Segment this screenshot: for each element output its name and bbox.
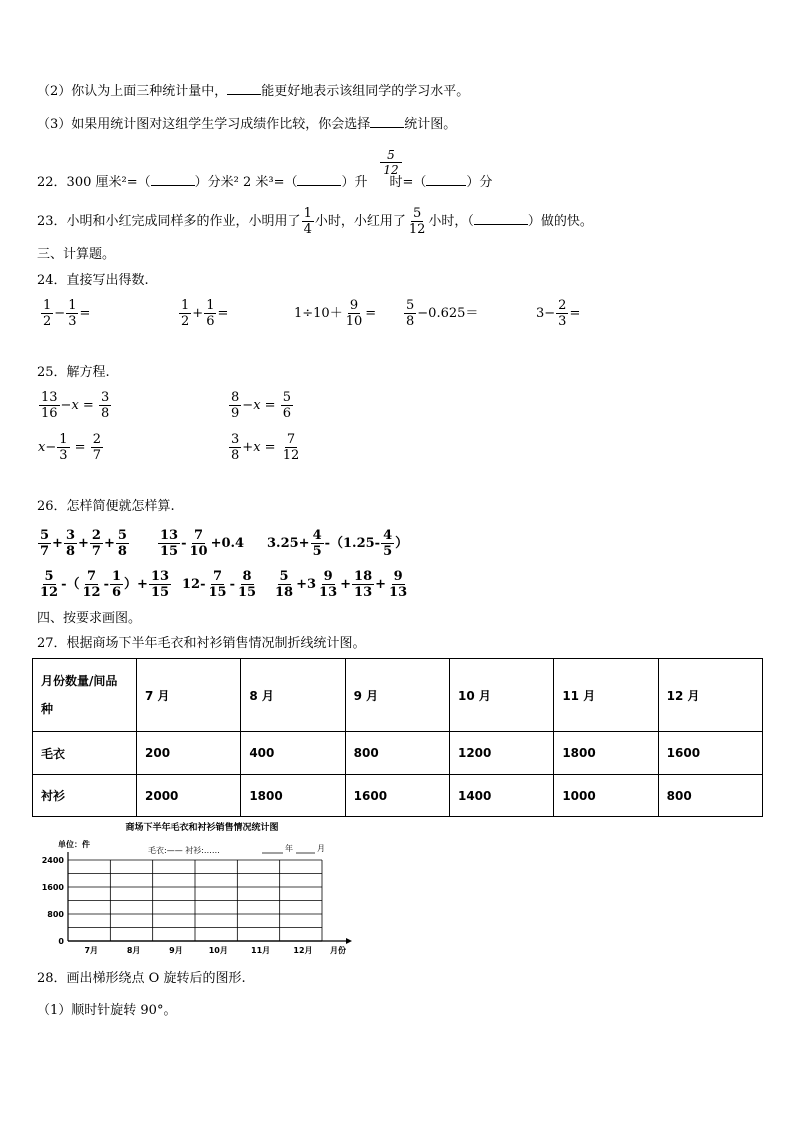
table-cell: 200 (137, 732, 241, 775)
q21-part3: （3）如果用统计图对这组学生学习成绩作比较，你会选择 统计图。 (37, 117, 457, 132)
x-tick-label: 11月 (251, 946, 271, 955)
answer-blank[interactable] (297, 185, 341, 186)
svg-text:年: 年 (285, 844, 293, 853)
table-header-row (33, 659, 763, 732)
table-row (33, 775, 763, 817)
row-label: 毛衣 (33, 732, 137, 775)
x-axis-arrow (346, 938, 352, 944)
q24-expr-4: $\frac{5}{8}$ −0.625＝ (406, 298, 479, 329)
q28-title: 28．画出梯形绕点 O 旋转后的图形. (37, 971, 246, 986)
table-header-month: 11 月 (554, 659, 658, 732)
y-tick-label: 0 (58, 937, 64, 946)
q23: 23．小明和小红完成同样多的作业，小明用了 $\frac{1}{4}$ 小时，小红用了 $\frac{5}{12}$ 小时，（ ）做的快。 (37, 206, 593, 237)
q24-title: 24．直接写出得数. (37, 273, 149, 288)
table-cell: 1000 (554, 775, 658, 817)
chart-title: 商场下半年毛衣和衬衫销售情况统计图 (125, 823, 279, 833)
q22-fraction: 5 12 (380, 148, 402, 177)
y-tick-label: 800 (47, 910, 64, 919)
x-tick-label: 9月 (169, 946, 183, 955)
x-axis-label: 月份 (330, 946, 346, 955)
table-header-month: 7 月 (137, 659, 241, 732)
table-cell: 800 (345, 732, 449, 775)
answer-blank[interactable] (370, 127, 404, 128)
answer-blank[interactable] (151, 185, 195, 186)
q21-part2: （2）你认为上面三种统计量中， 能更好地表示该组同学的学习水平。 (37, 84, 470, 99)
q26-title: 26．怎样简便就怎样算. (37, 499, 175, 514)
svg-text:月: 月 (317, 844, 325, 853)
section-4-heading: 四、按要求画图。 (37, 611, 142, 626)
table-cell: 1200 (449, 732, 553, 775)
chart-date-label (262, 843, 325, 853)
table-cell: 800 (658, 775, 762, 817)
q26-expr-4: $\frac{5}{12}$ -（ $\frac{7}{12}$ - $\frac{1}{6}$ ）+ $\frac{13}{15}$ (40, 569, 170, 600)
q24-expr-3: 1÷10＋ $\frac{9}{10}$ = (294, 298, 377, 329)
x-tick-label: 8月 (126, 946, 141, 955)
table-cell: 1800 (241, 775, 345, 817)
table-header-month: 9 月 (345, 659, 449, 732)
x-tick-label: 10月 (208, 946, 228, 955)
table-cell: 1400 (449, 775, 553, 817)
q26-expr-5: 12- $\frac{7}{15}$ - $\frac{8}{15}$ (182, 569, 257, 600)
q26-expr-6: $\frac{5}{18}$ +3 $\frac{9}{13}$ + $\frac{18}{13}$ + $\frac{9}{13}$ (275, 569, 408, 600)
x-tick-label: 7月 (84, 946, 99, 955)
q25-eq-4: $\frac{3}{8}$ +x = $\frac{7}{12}$ (231, 432, 300, 463)
table-header-month: 12 月 (658, 659, 762, 732)
q25-eq-3: x− $\frac{1}{3}$ = $\frac{2}{7}$ (38, 432, 101, 463)
q24-expr-2: $\frac{1}{2}$ + $\frac{1}{6}$ = (181, 298, 229, 329)
table-cell: 1600 (345, 775, 449, 817)
table-cell: 400 (241, 732, 345, 775)
q27-title: 27．根据商场下半年毛衣和衬衫销售情况制折线统计图。 (37, 636, 366, 651)
table-header-month: 10 月 (449, 659, 553, 732)
table-cell: 1800 (554, 732, 658, 775)
table-header-corner: 月份数量/间品 种 (33, 659, 137, 732)
q25-eq-1: $\frac{13}{16}$ −x = $\frac{3}{8}$ (41, 390, 110, 421)
x-tick-label: 12月 (293, 946, 313, 955)
fraction: $\frac{1}{4}$ (303, 206, 312, 237)
q24-expr-5: 3− $\frac{2}{3}$ = (536, 298, 581, 329)
section-3-heading: 三、计算题。 (37, 247, 116, 262)
chart-x-ticks (84, 945, 346, 955)
chart-y-ticks (42, 856, 65, 946)
answer-blank[interactable] (426, 185, 466, 186)
q22: 22．300 厘米²=（ ）分米² 2 米³=（ ）升 时=（ ）分 (37, 175, 493, 190)
q26-expr-3: 3.25+ $\frac{4}{5}$ -（1.25- $\frac{4}{5}$ ） (267, 528, 409, 559)
table-cell: 2000 (137, 775, 241, 817)
q26-expr-1: $\frac{5}{7}$ + $\frac{3}{8}$ + $\frac{2}{7}$ + $\frac{5}{8}$ (40, 528, 127, 559)
answer-blank[interactable] (474, 224, 528, 225)
table-row (33, 732, 763, 775)
chart-legend: 毛衣:—— 衬衫:…… (148, 846, 220, 855)
y-tick-label: 2400 (41, 856, 64, 865)
q25-eq-2: $\frac{8}{9}$ −x = $\frac{5}{6}$ (231, 390, 291, 421)
q26-expr-2: $\frac{13}{15}$ - $\frac{7}{10}$ +0.4 (160, 528, 245, 559)
q28-part1: （1）顺时针旋转 90°。 (37, 1003, 177, 1018)
row-label: 衬衫 (33, 775, 137, 817)
table-header-month: 8 月 (241, 659, 345, 732)
q24-expr-1: $\frac{1}{2}$ − $\frac{1}{3}$ = (43, 298, 91, 329)
answer-blank[interactable] (227, 94, 261, 95)
fraction: $\frac{5}{12}$ (408, 206, 426, 237)
sales-table (32, 658, 763, 817)
chart-grid (68, 852, 352, 944)
y-tick-label: 1600 (41, 883, 64, 892)
chart-unit-label: 单位：件 (58, 840, 90, 849)
table-cell: 1600 (658, 732, 762, 775)
line-chart[interactable] (30, 816, 360, 956)
q25-title: 25．解方程. (37, 365, 110, 380)
